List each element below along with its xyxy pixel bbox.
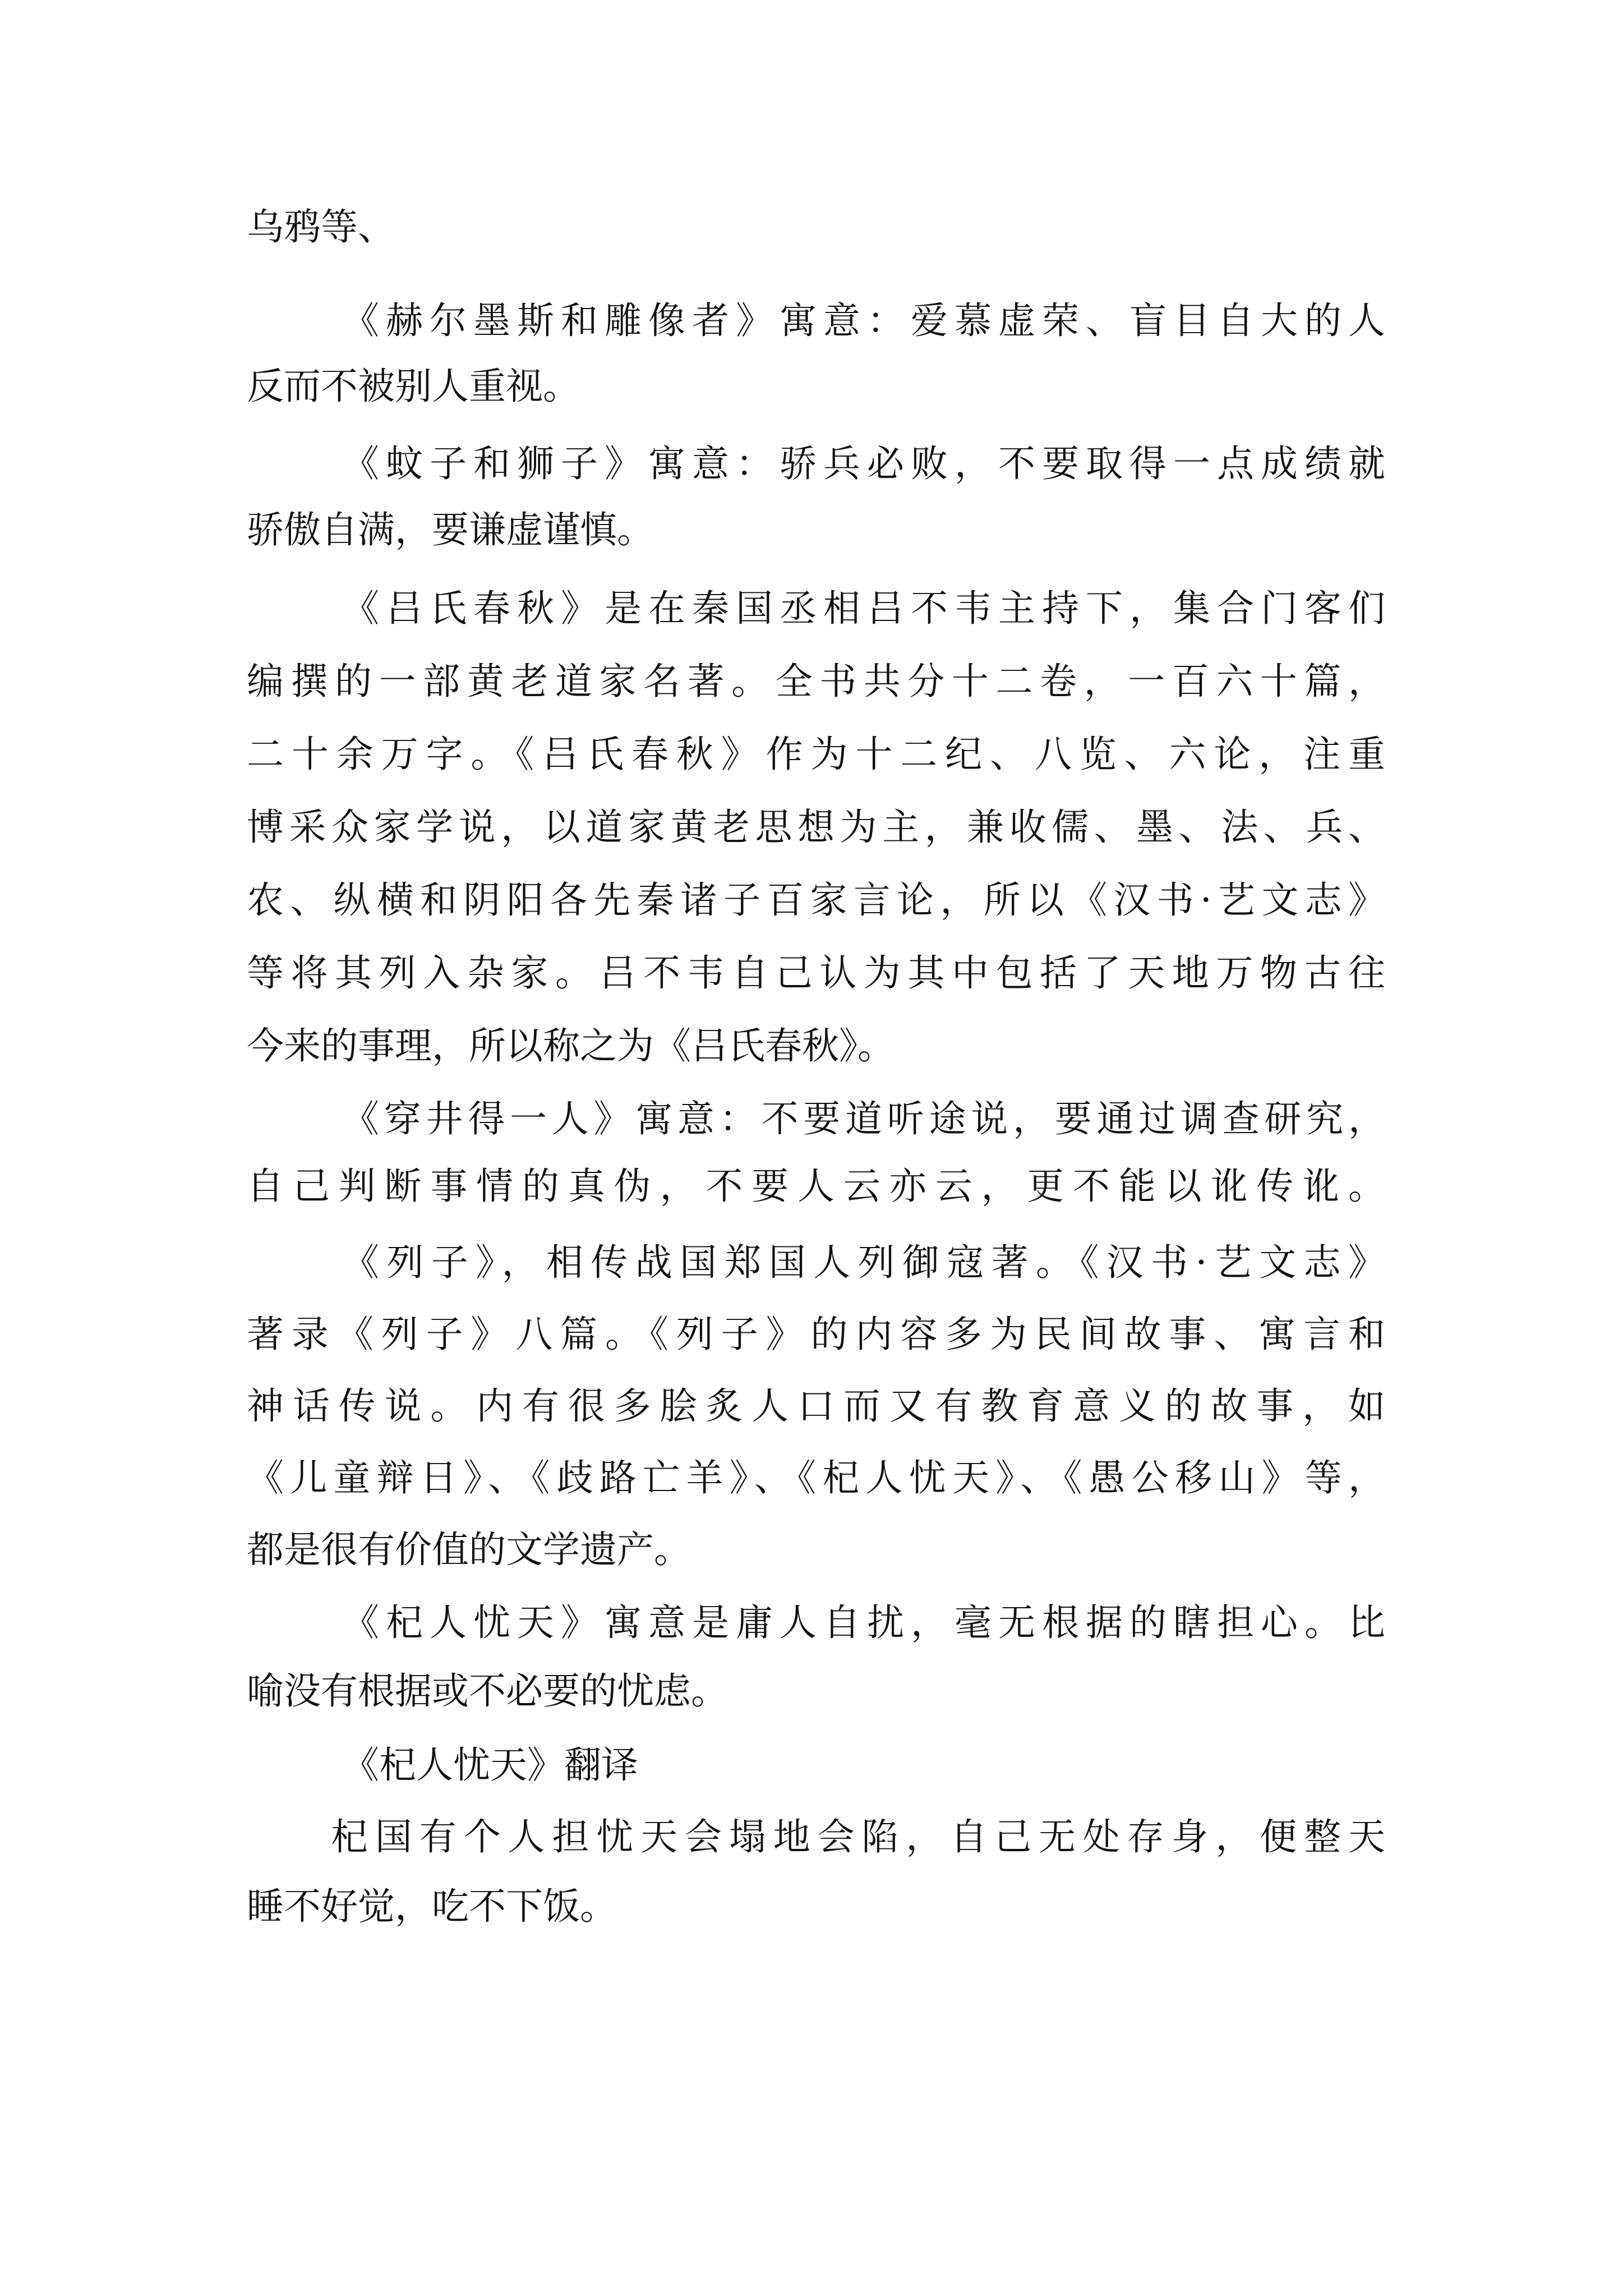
text-line: 《儿童辩日》、《歧路亡羊》、《杞人忧天》、《愚公移山》等， xyxy=(247,1456,1385,1499)
text-line: 喻没有根据或不必要的忧虑。 xyxy=(247,1669,728,1713)
text-line: 反而不被别人重视。 xyxy=(247,365,580,408)
text-line: 杞国有个人担忧天会塌地会陷，自己无处存身，便整天 xyxy=(331,1815,1385,1858)
text-line: 今来的事理，所以称之为《吕氏春秋》。 xyxy=(247,1024,895,1068)
text-line: 《穿井得一人》寓意：不要道听途说，要通过调查研究， xyxy=(342,1097,1385,1140)
text-line: 《吕氏春秋》是在秦国丞相吕不韦主持下，集合门客们 xyxy=(342,587,1385,630)
text-line: 《杞人忧天》寓意是庸人自扰，毫无根据的瞎担心。比 xyxy=(342,1601,1385,1644)
text-line: 《蚊子和狮子》寓意：骄兵必败，不要取得一点成绩就 xyxy=(342,442,1385,485)
text-line: 编撰的一部黄老道家名著。全书共分十二卷，一百六十篇， xyxy=(247,660,1385,703)
text-line: 《列子》，相传战国郑国人列御寇著。《汉书·艺文志》 xyxy=(342,1241,1385,1284)
text-line: 骄傲自满，要谦虚谨慎。 xyxy=(247,508,654,551)
text-line: 都是很有价值的文学遗产。 xyxy=(247,1528,691,1571)
text-line: 《赫尔墨斯和雕像者》寓意：爱慕虚荣、盲目自大的人 xyxy=(342,299,1385,342)
text-line: 自己判断事情的真伪，不要人云亦云，更不能以讹传讹。 xyxy=(247,1165,1385,1208)
text-line: 乌鸦等、 xyxy=(247,205,395,249)
text-line: 博采众家学说，以道家黄老思想为主，兼收儒、墨、法、兵、 xyxy=(247,806,1385,849)
text-line: 等将其列入杂家。吕不韦自己认为其中包括了天地万物古往 xyxy=(247,951,1385,995)
text-line: 神话传说。内有很多脍炙人口而又有教育意义的故事，如 xyxy=(247,1384,1385,1428)
text-line: 二十余万字。《吕氏春秋》作为十二纪、八览、六论，注重 xyxy=(247,733,1385,776)
text-line: 《杞人忧天》翻译 xyxy=(342,1743,638,1787)
text-line: 睡不好觉，吃不下饭。 xyxy=(247,1885,617,1928)
text-line: 著录《列子》八篇。《列子》的内容多为民间故事、寓言和 xyxy=(247,1313,1385,1356)
text-line: 农、纵横和阴阳各先秦诸子百家言论，所以《汉书·艺文志》 xyxy=(247,878,1385,922)
